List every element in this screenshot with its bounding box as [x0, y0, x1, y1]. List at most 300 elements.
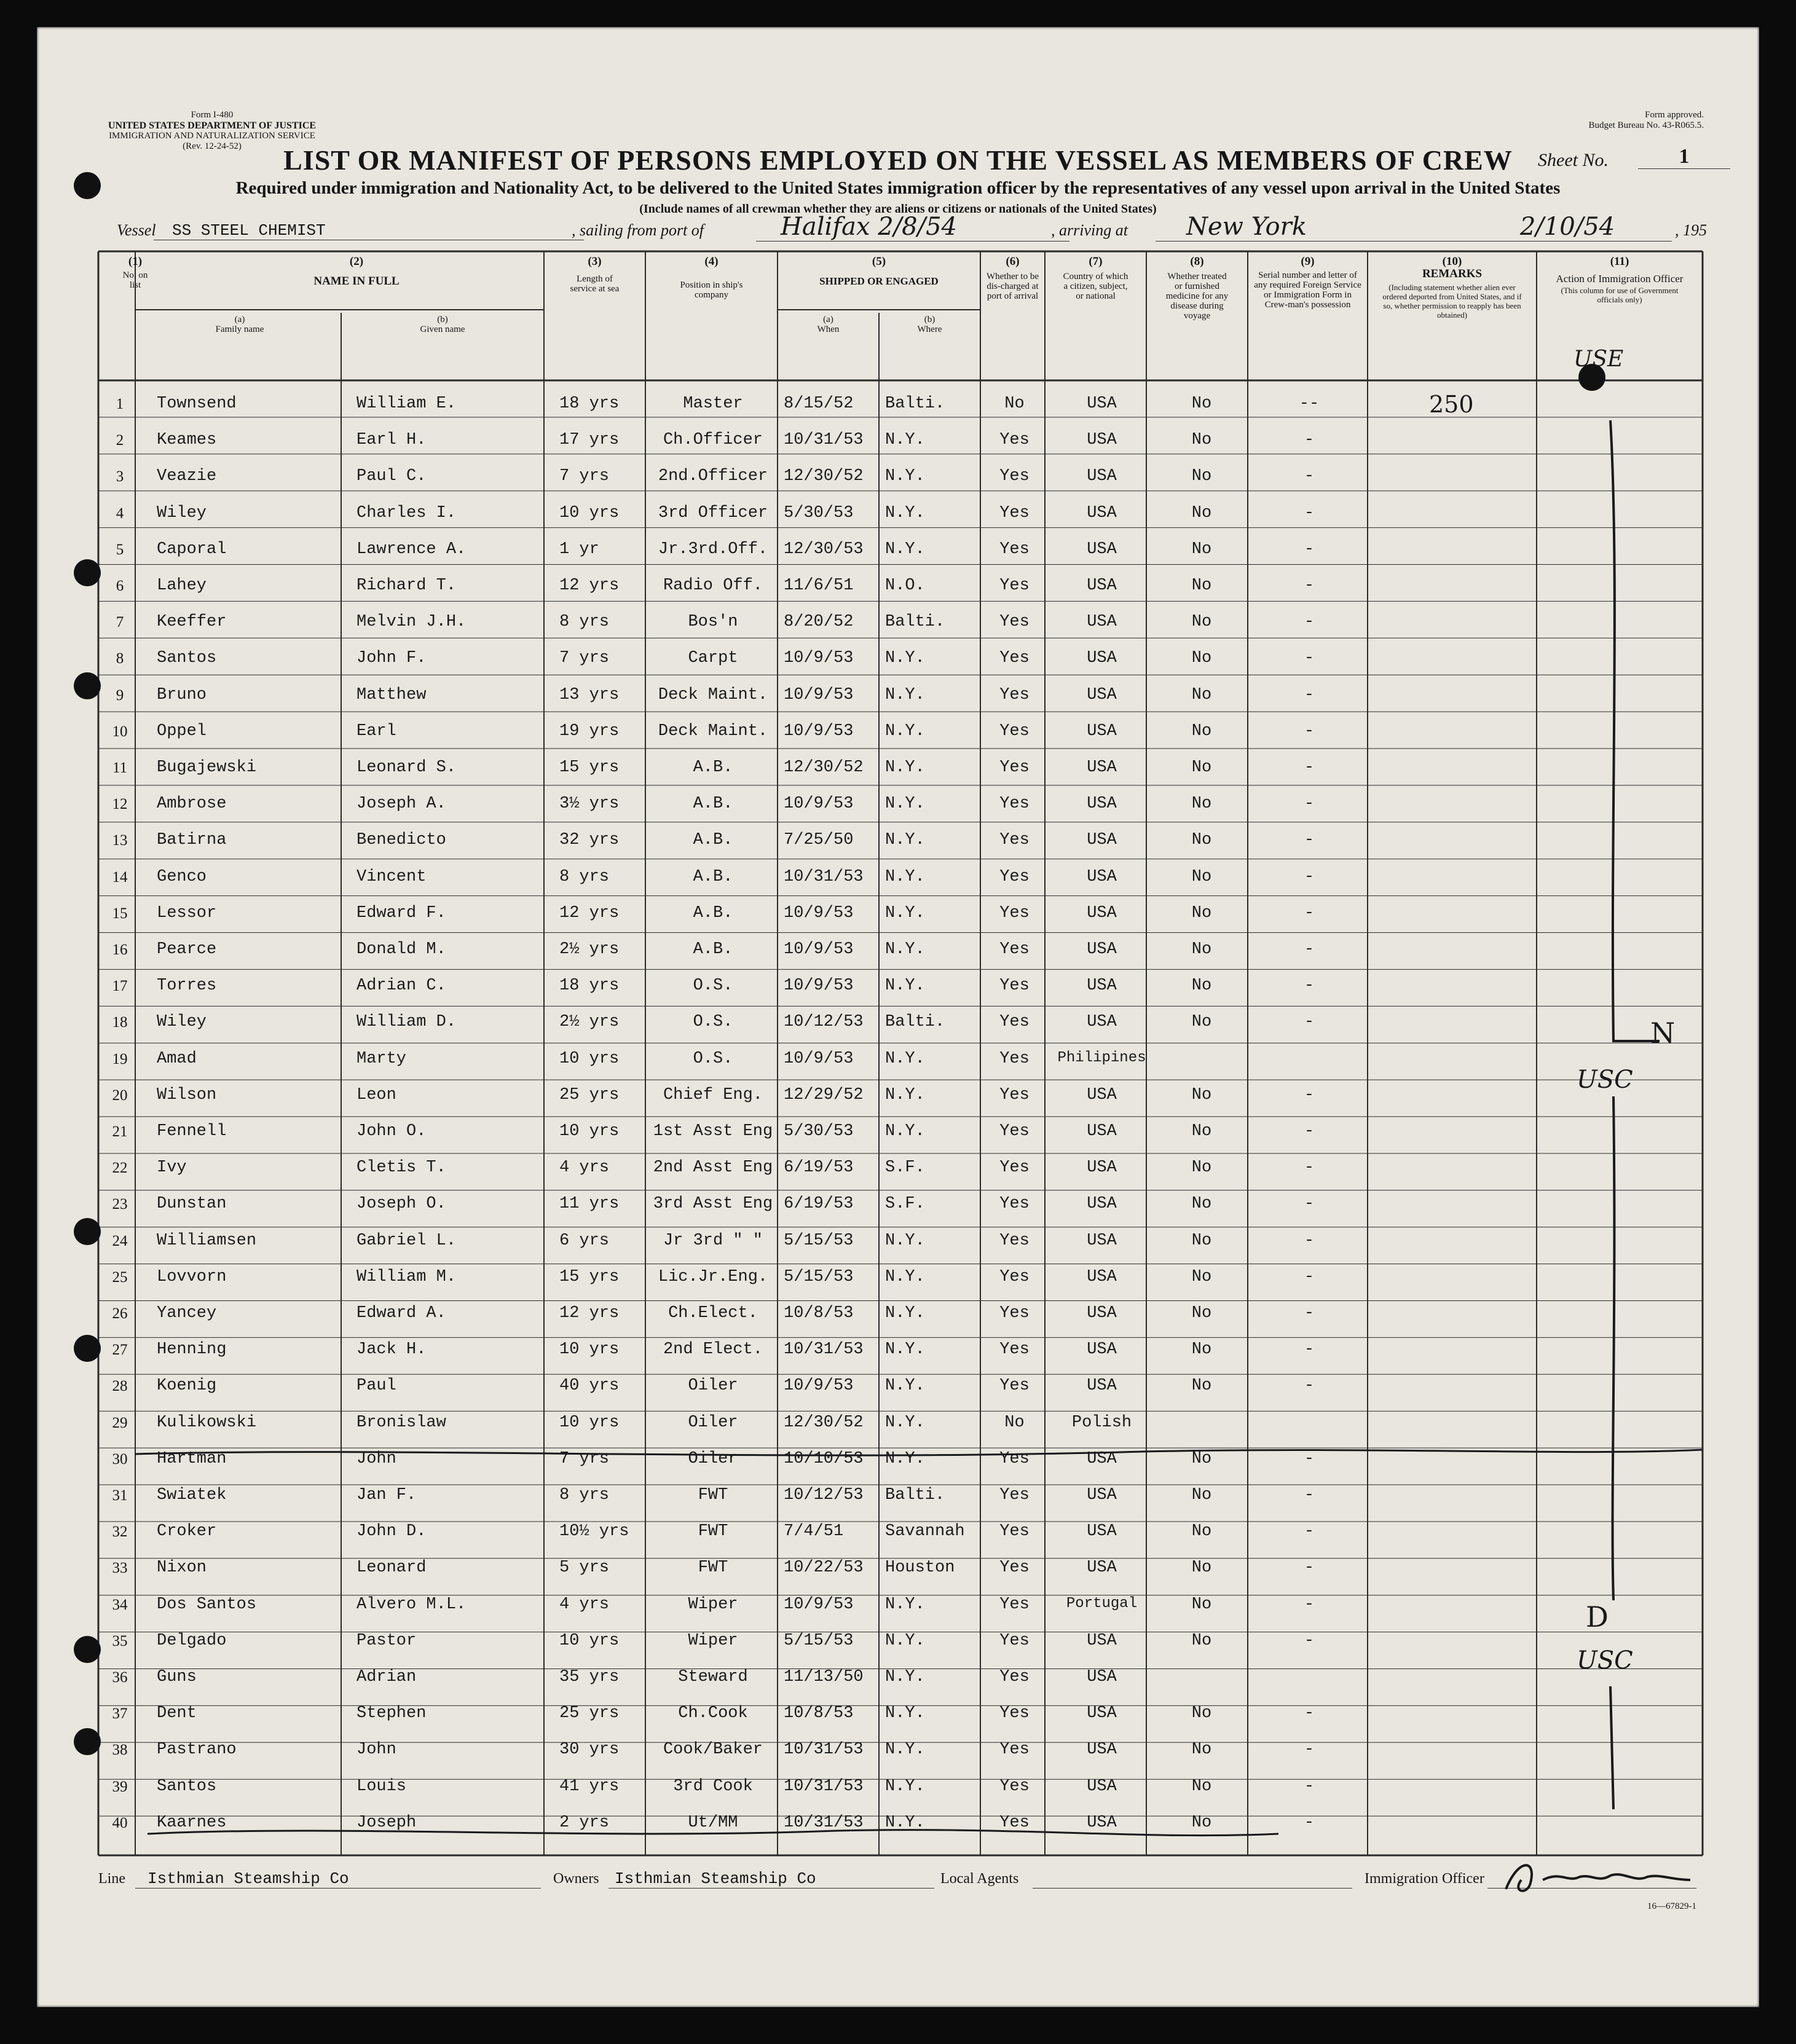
- col5-label: SHIPPED OR ENGAGED: [819, 275, 939, 287]
- row-39-family: Santos: [157, 1777, 217, 1796]
- row-1-discharged: No: [1004, 395, 1025, 413]
- row-35-service: 10 yrs: [559, 1631, 620, 1650]
- row-6-position: Radio Off.: [663, 576, 763, 595]
- row-18-service: 2½ yrs: [559, 1013, 620, 1032]
- row-19-family: Amad: [157, 1049, 197, 1068]
- row-15-family: Lessor: [157, 903, 217, 922]
- row-4-given: Charles I.: [356, 503, 457, 522]
- row-9-where: N.Y.: [885, 685, 925, 704]
- col2b-number: (b): [437, 315, 448, 324]
- row-7-family: Keeffer: [157, 613, 227, 632]
- col7-header: [1045, 256, 1146, 301]
- row-40-discharged: Yes: [999, 1813, 1030, 1832]
- row-34-when: 10/9/53: [784, 1595, 854, 1614]
- col4-header: [645, 256, 778, 300]
- row-18-where: Balti.: [885, 1013, 945, 1032]
- row-7-when: 8/20/52: [784, 613, 854, 632]
- row-27-position: 2nd Elect.: [663, 1340, 763, 1359]
- row-34-given: Alvero M.L.: [356, 1595, 467, 1614]
- row-32-serial: -: [1304, 1522, 1315, 1541]
- row-4-treated: No: [1191, 503, 1212, 522]
- row-39-country: USA: [1087, 1777, 1117, 1796]
- row-1-given: William E.: [356, 395, 457, 413]
- row-7-discharged: Yes: [999, 613, 1030, 632]
- row-34-n: 34: [112, 1596, 128, 1613]
- row-21-where: N.Y.: [885, 1122, 925, 1141]
- row-13-family: Batirna: [157, 831, 227, 850]
- row-40-serial: -: [1304, 1813, 1315, 1832]
- row-33-when: 10/22/53: [784, 1559, 864, 1578]
- row-26-country: USA: [1087, 1304, 1117, 1323]
- row-40-treated: No: [1191, 1813, 1212, 1832]
- row-28-position: Oiler: [688, 1377, 738, 1396]
- row-32-family: Croker: [157, 1522, 217, 1541]
- budget-bureau-line: Budget Bureau No. 43-R065.5.: [1588, 120, 1704, 130]
- row-20-position: Chief Eng.: [663, 1085, 763, 1104]
- row-22-when: 6/19/53: [784, 1158, 854, 1177]
- row-18-n: 18: [112, 1014, 128, 1031]
- row-20-when: 12/29/52: [784, 1085, 864, 1104]
- row-12-discharged: Yes: [999, 795, 1030, 814]
- handwritten-mark-usc-1: USC: [1577, 1066, 1633, 1094]
- row-30-given: John: [356, 1449, 396, 1468]
- row-5-serial: -: [1304, 540, 1315, 559]
- row-16-service: 2½ yrs: [559, 940, 620, 959]
- row-4-serial: -: [1304, 503, 1315, 522]
- row-5-family: Caporal: [157, 540, 227, 559]
- row-2-position: Ch.Officer: [663, 431, 763, 450]
- row-31-when: 10/12/53: [784, 1486, 864, 1504]
- row-31-discharged: Yes: [999, 1486, 1030, 1504]
- row-35-where: N.Y.: [885, 1631, 925, 1650]
- row-37-discharged: Yes: [999, 1704, 1030, 1723]
- row-2-service: 17 yrs: [559, 431, 620, 450]
- col2-header: [135, 256, 578, 288]
- row-14-country: USA: [1087, 867, 1117, 886]
- row-6-treated: No: [1191, 576, 1212, 595]
- row-25-given: William M.: [356, 1267, 457, 1286]
- row-37-where: N.Y.: [885, 1704, 925, 1723]
- row-6-when: 11/6/51: [784, 576, 854, 595]
- row-22-service: 4 yrs: [559, 1158, 610, 1177]
- row-24-given: Gabriel L.: [356, 1231, 457, 1250]
- row-27-when: 10/31/53: [784, 1340, 864, 1359]
- row-38-serial: -: [1304, 1740, 1315, 1759]
- local-agents-field: [1033, 1869, 1352, 1889]
- row-7-service: 8 yrs: [559, 613, 610, 632]
- arrival-date: 2/10/54: [1463, 213, 1672, 242]
- row-21-position: 1st Asst Eng: [653, 1122, 773, 1141]
- row-11-discharged: Yes: [999, 758, 1030, 777]
- row-13-given: Benedicto: [356, 831, 446, 850]
- row-25-when: 5/15/53: [784, 1267, 854, 1286]
- row-36-when: 11/13/50: [784, 1668, 864, 1686]
- row-3-serial: -: [1304, 467, 1315, 486]
- row-2-country: USA: [1087, 431, 1117, 450]
- row-21-given: John O.: [356, 1122, 427, 1141]
- row-35-discharged: Yes: [999, 1631, 1030, 1650]
- row-29-service: 10 yrs: [559, 1413, 620, 1432]
- row-22-discharged: Yes: [999, 1158, 1030, 1177]
- row-4-position: 3rd Officer: [658, 503, 768, 522]
- row-38-given: John: [356, 1740, 396, 1759]
- row-4-family: Wiley: [157, 503, 207, 522]
- row-12-n: 12: [112, 796, 128, 813]
- row-12-service: 3½ yrs: [559, 795, 620, 814]
- row-33-where: Houston: [885, 1559, 955, 1578]
- row-35-treated: No: [1191, 1631, 1212, 1650]
- row-4-where: N.Y.: [885, 503, 925, 522]
- row-17-when: 10/9/53: [784, 977, 854, 996]
- col3-label: Length of service at sea: [570, 274, 620, 294]
- sheet-number: 1: [1638, 145, 1730, 169]
- row-24-service: 6 yrs: [559, 1231, 610, 1250]
- year-suffix: , 195: [1675, 221, 1707, 239]
- row-8-where: N.Y.: [885, 649, 925, 668]
- row-36-where: N.Y.: [885, 1668, 925, 1686]
- row-22-family: Ivy: [157, 1158, 187, 1177]
- row-5-country: USA: [1087, 540, 1117, 559]
- manifest-sheet: [37, 27, 1759, 2007]
- row-3-n: 3: [116, 468, 124, 485]
- row-34-service: 4 yrs: [559, 1595, 610, 1614]
- row-23-service: 11 yrs: [559, 1195, 620, 1214]
- row-18-country: USA: [1087, 1013, 1117, 1032]
- row-12-treated: No: [1191, 795, 1212, 814]
- row-11-service: 15 yrs: [559, 758, 620, 777]
- row-10-given: Earl: [356, 721, 396, 741]
- col10-number: (10): [1442, 255, 1462, 268]
- row-20-discharged: Yes: [999, 1085, 1030, 1104]
- vessel-name: SS STEEL CHEMIST: [154, 221, 584, 240]
- col5-header: [778, 256, 980, 288]
- row-23-n: 23: [112, 1196, 128, 1213]
- row-27-discharged: Yes: [999, 1340, 1030, 1359]
- row-4-n: 4: [116, 505, 124, 522]
- row-10-family: Oppel: [157, 721, 207, 741]
- row-24-serial: -: [1304, 1231, 1315, 1250]
- row-15-where: N.Y.: [885, 903, 925, 922]
- row-10-n: 10: [112, 723, 128, 740]
- row-32-treated: No: [1191, 1522, 1212, 1541]
- row-1-where: Balti.: [885, 395, 945, 413]
- row-36-discharged: Yes: [999, 1668, 1030, 1686]
- row-30-service: 7 yrs: [559, 1449, 610, 1468]
- row-20-country: USA: [1087, 1085, 1117, 1104]
- row-17-serial: -: [1304, 977, 1315, 996]
- inclusion-note: (Include names of all crewman whether they are aliens or citizens or nationals of the United States): [639, 202, 1157, 216]
- row-5-when: 12/30/53: [784, 540, 864, 559]
- row-3-country: USA: [1087, 467, 1117, 486]
- row-13-n: 13: [112, 832, 128, 849]
- row-19-position: O.S.: [693, 1049, 733, 1068]
- row-1-when: 8/15/52: [784, 395, 854, 413]
- row-16-country: USA: [1087, 940, 1117, 959]
- row-35-given: Pastor: [356, 1631, 417, 1650]
- arriving-label: , arriving at: [1051, 221, 1128, 239]
- row-2-given: Earl H.: [356, 431, 427, 450]
- row-27-serial: -: [1304, 1340, 1315, 1359]
- row-30-discharged: Yes: [999, 1449, 1030, 1468]
- row-16-given: Donald M.: [356, 940, 446, 959]
- row-34-country: Portugal: [1066, 1595, 1138, 1612]
- row-3-given: Paul C.: [356, 467, 427, 486]
- row-18-given: William D.: [356, 1013, 457, 1032]
- row-28-where: N.Y.: [885, 1377, 925, 1396]
- row-26-discharged: Yes: [999, 1304, 1030, 1323]
- row-38-service: 30 yrs: [559, 1740, 620, 1759]
- row-12-where: N.Y.: [885, 795, 925, 814]
- row-34-family: Dos Santos: [157, 1595, 257, 1614]
- row-22-position: 2nd Asst Eng: [653, 1158, 773, 1177]
- row-16-treated: No: [1191, 940, 1212, 959]
- row-4-service: 10 yrs: [559, 503, 620, 522]
- row-7-serial: -: [1304, 613, 1315, 632]
- row-32-position: FWT: [698, 1522, 728, 1541]
- row-33-service: 5 yrs: [559, 1559, 610, 1578]
- row-37-family: Dent: [157, 1704, 197, 1723]
- row-16-position: A.B.: [693, 940, 733, 959]
- row-15-treated: No: [1191, 903, 1212, 922]
- row-1-serial: --: [1299, 395, 1320, 413]
- row-23-country: USA: [1087, 1195, 1117, 1214]
- row-12-country: USA: [1087, 795, 1117, 814]
- row-15-discharged: Yes: [999, 903, 1030, 922]
- row-23-family: Dunstan: [157, 1195, 227, 1214]
- row-39-given: Louis: [356, 1777, 407, 1796]
- approval-line: Form approved.: [1645, 110, 1704, 120]
- row-36-country: USA: [1087, 1668, 1117, 1686]
- row-27-family: Henning: [157, 1340, 227, 1359]
- row-36-family: Guns: [157, 1668, 197, 1686]
- row-6-family: Lahey: [157, 576, 207, 595]
- row-12-family: Ambrose: [157, 795, 227, 814]
- col2-label: NAME IN FULL: [313, 275, 400, 288]
- row-37-when: 10/8/53: [784, 1704, 854, 1723]
- row-30-where: N.Y.: [885, 1449, 925, 1468]
- row-11-given: Leonard S.: [356, 758, 457, 777]
- row-21-n: 21: [112, 1123, 128, 1140]
- col5b-number: (b): [924, 315, 935, 324]
- row-14-discharged: Yes: [999, 867, 1030, 886]
- col6-header: [980, 256, 1045, 301]
- row-36-service: 35 yrs: [559, 1668, 620, 1686]
- row-13-serial: -: [1304, 831, 1315, 850]
- row-26-family: Yancey: [157, 1304, 217, 1323]
- row-8-when: 10/9/53: [784, 649, 854, 668]
- row-5-discharged: Yes: [999, 540, 1030, 559]
- row-27-given: Jack H.: [356, 1340, 427, 1359]
- row-4-when: 5/30/53: [784, 503, 854, 522]
- row-22-treated: No: [1191, 1158, 1212, 1177]
- row-18-when: 10/12/53: [784, 1013, 864, 1032]
- row-8-service: 7 yrs: [559, 649, 610, 668]
- row-30-family: Hartman: [157, 1449, 227, 1468]
- officer-signature: [1494, 1846, 1696, 1901]
- row-9-discharged: Yes: [999, 685, 1030, 704]
- col9-label: Serial number and letter of any required Foreign Service or Immigration Form in Crew-man's possession: [1254, 270, 1361, 310]
- row-7-given: Melvin J.H.: [356, 613, 467, 632]
- row-39-position: 3rd Cook: [673, 1777, 753, 1796]
- service-name: IMMIGRATION AND NATURALIZATION SERVICE: [109, 131, 315, 141]
- row-26-n: 26: [112, 1305, 128, 1322]
- row-36-given: Adrian: [356, 1668, 417, 1686]
- row-26-treated: No: [1191, 1304, 1212, 1323]
- row-17-family: Torres: [157, 977, 217, 996]
- row-13-when: 7/25/50: [784, 831, 854, 850]
- col5b-header: [879, 315, 980, 334]
- row-38-n: 38: [112, 1742, 128, 1759]
- row-12-serial: -: [1304, 795, 1315, 814]
- row-32-given: John D.: [356, 1522, 427, 1541]
- row-10-discharged: Yes: [999, 721, 1030, 741]
- row-34-discharged: Yes: [999, 1595, 1030, 1614]
- row-28-service: 40 yrs: [559, 1377, 620, 1396]
- form-number: Form I-480: [191, 110, 234, 120]
- row-3-family: Veazie: [157, 467, 217, 486]
- row-29-discharged: No: [1004, 1413, 1025, 1432]
- row-12-when: 10/9/53: [784, 795, 854, 814]
- row-25-n: 25: [112, 1268, 128, 1286]
- col11-header: [1537, 256, 1703, 304]
- row-32-n: 32: [112, 1523, 128, 1541]
- row-23-treated: No: [1191, 1195, 1212, 1214]
- row-16-serial: -: [1304, 940, 1315, 959]
- col11-note: (This column for use of Government officials only): [1561, 286, 1679, 304]
- row-24-position: Jr 3rd " ": [663, 1231, 763, 1250]
- row-33-treated: No: [1191, 1559, 1212, 1578]
- row-13-discharged: Yes: [999, 831, 1030, 850]
- row-30-n: 30: [112, 1450, 128, 1468]
- row-7-where: Balti.: [885, 613, 945, 632]
- row-39-serial: -: [1304, 1777, 1315, 1796]
- row-29-country: Polish: [1071, 1413, 1132, 1432]
- row-14-service: 8 yrs: [559, 867, 610, 886]
- col2a-number: (a): [234, 315, 245, 324]
- col2a-header: [138, 315, 341, 334]
- row-17-given: Adrian C.: [356, 977, 446, 996]
- row-11-when: 12/30/52: [784, 758, 864, 777]
- row-39-service: 41 yrs: [559, 1777, 620, 1796]
- row-3-treated: No: [1191, 467, 1212, 486]
- row-36-position: Steward: [678, 1668, 748, 1686]
- row-23-discharged: Yes: [999, 1195, 1030, 1214]
- row-2-when: 10/31/53: [784, 431, 864, 450]
- row-35-serial: -: [1304, 1631, 1315, 1650]
- sheet-number-label: Sheet No.: [1538, 150, 1609, 170]
- row-26-serial: -: [1304, 1304, 1315, 1323]
- row-2-where: N.Y.: [885, 431, 925, 450]
- row-24-when: 5/15/53: [784, 1231, 854, 1250]
- arriving-port: New York: [1156, 213, 1481, 242]
- row-5-given: Lawrence A.: [356, 540, 467, 559]
- row-30-country: USA: [1087, 1449, 1117, 1468]
- row-11-treated: No: [1191, 758, 1212, 777]
- row-15-n: 15: [112, 905, 128, 922]
- row-6-discharged: Yes: [999, 576, 1030, 595]
- row-15-serial: -: [1304, 903, 1315, 922]
- row-21-serial: -: [1304, 1122, 1315, 1141]
- row-22-n: 22: [112, 1160, 128, 1177]
- row-19-given: Marty: [356, 1049, 407, 1068]
- row-38-family: Pastrano: [157, 1740, 237, 1759]
- vessel-label: Vessel: [117, 221, 156, 239]
- row-37-country: USA: [1087, 1704, 1117, 1723]
- row-24-discharged: Yes: [999, 1231, 1030, 1250]
- row-9-when: 10/9/53: [784, 685, 854, 704]
- row-23-when: 6/19/53: [784, 1195, 854, 1214]
- row-34-where: N.Y.: [885, 1595, 925, 1614]
- row-25-where: N.Y.: [885, 1267, 925, 1286]
- col8-number: (8): [1190, 255, 1204, 268]
- row-40-n: 40: [112, 1814, 128, 1831]
- row-21-service: 10 yrs: [559, 1122, 620, 1141]
- row-10-country: USA: [1087, 721, 1117, 741]
- row-7-treated: No: [1191, 613, 1212, 632]
- row-31-country: USA: [1087, 1486, 1117, 1504]
- row-35-when: 5/15/53: [784, 1631, 854, 1650]
- row-31-given: Jan F.: [356, 1486, 417, 1504]
- row-8-discharged: Yes: [999, 649, 1030, 668]
- row-22-where: S.F.: [885, 1158, 925, 1177]
- form-revision: (Rev. 12-24-52): [183, 141, 242, 151]
- col11-number: (11): [1610, 255, 1629, 268]
- row-32-discharged: Yes: [999, 1522, 1030, 1541]
- row-28-given: Paul: [356, 1377, 396, 1396]
- row-5-treated: No: [1191, 540, 1212, 559]
- col5-number: (5): [872, 255, 886, 268]
- row-8-country: USA: [1087, 649, 1117, 668]
- col10-note: (Including statement whether alien ever ordered deported from United States, and if so, whether permission to reapply has been obtained): [1382, 283, 1522, 320]
- row-7-position: Bos'n: [688, 613, 738, 632]
- row-39-n: 39: [112, 1778, 128, 1795]
- form-code: 16—67829-1: [1647, 1901, 1696, 1911]
- row-39-when: 10/31/53: [784, 1777, 864, 1796]
- col9-header: [1248, 256, 1368, 310]
- row-21-treated: No: [1191, 1122, 1212, 1141]
- row-11-n: 11: [112, 760, 128, 776]
- document-title: LIST OR MANIFEST OF PERSONS EMPLOYED ON THE VESSEL AS MEMBERS OF CREW: [283, 144, 1513, 176]
- row-35-n: 35: [112, 1632, 128, 1649]
- handwritten-mark-d: D: [1586, 1600, 1609, 1633]
- col1-number: (1): [128, 255, 143, 268]
- row-38-discharged: Yes: [999, 1740, 1030, 1759]
- row-20-service: 25 yrs: [559, 1085, 620, 1104]
- row-9-serial: -: [1304, 685, 1315, 704]
- row-32-when: 7/4/51: [784, 1522, 844, 1541]
- row-3-when: 12/30/52: [784, 467, 864, 486]
- col6-number: (6): [1006, 255, 1020, 268]
- row-1-family: Townsend: [157, 395, 237, 413]
- row-31-serial: -: [1304, 1486, 1315, 1504]
- row-4-country: USA: [1087, 503, 1117, 522]
- row-16-n: 16: [112, 941, 128, 958]
- col3-header: [544, 256, 645, 294]
- row-32-where: Savannah: [885, 1522, 965, 1541]
- row-34-position: Wiper: [688, 1595, 738, 1614]
- row-34-serial: -: [1304, 1595, 1315, 1614]
- row-25-service: 15 yrs: [559, 1267, 620, 1286]
- row-24-country: USA: [1087, 1231, 1117, 1250]
- row-30-serial: -: [1304, 1449, 1315, 1468]
- row-35-position: Wiper: [688, 1631, 738, 1650]
- row-8-n: 8: [116, 650, 124, 667]
- row-6-given: Richard T.: [356, 576, 457, 595]
- row-33-position: FWT: [698, 1559, 728, 1578]
- row-22-country: USA: [1087, 1158, 1117, 1177]
- row-20-serial: -: [1304, 1085, 1315, 1104]
- row-15-service: 12 yrs: [559, 903, 620, 922]
